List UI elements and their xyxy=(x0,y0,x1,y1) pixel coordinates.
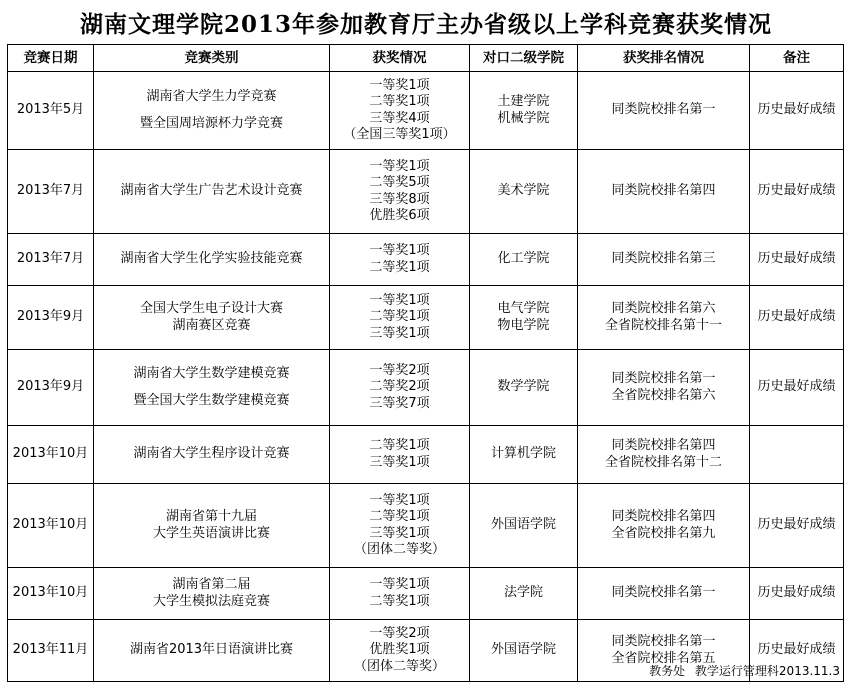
cell-awards xyxy=(330,484,470,568)
cell-ranking-line: 全省院校排名第九 xyxy=(611,525,716,541)
cell-date: 2013年11月 xyxy=(8,620,94,682)
cell-ranking-line: 同类院校排名第一 xyxy=(611,585,716,601)
cell-awards-line: 三等奖4项 xyxy=(369,110,430,126)
cell-college-line: 土建学院 xyxy=(497,94,550,109)
line-gap xyxy=(96,383,327,393)
cell-college-line: 计算机学院 xyxy=(490,446,556,462)
cell-ranking xyxy=(578,484,750,568)
cell-category-line: 暨全国周培源杯力学竞赛 xyxy=(139,115,283,131)
cell-date: 2013年5月 xyxy=(8,72,94,150)
header-row xyxy=(8,45,844,72)
cell-college-line: 美术学院 xyxy=(497,183,550,199)
cell-college xyxy=(470,620,578,682)
cell-college-line: 外国语学院 xyxy=(490,517,556,533)
cell-note: 历史最好成绩 xyxy=(750,620,844,682)
cell-awards-line: 二等奖1项 xyxy=(369,509,430,524)
cell-college-line: 化工学院 xyxy=(497,251,550,267)
cell-category-line: 湖南省大学生广告艺术设计竞赛 xyxy=(120,183,303,199)
cell-category xyxy=(94,350,330,426)
cell-category-line: 湖南省大学生数学建模竞赛 xyxy=(133,366,290,381)
cell-awards-line: 一等奖1项 xyxy=(369,243,430,258)
page-title: 湖南文理学院2013年参加教育厅主办省级以上学科竞赛获奖情况 xyxy=(79,10,772,38)
cell-date: 2013年9月 xyxy=(8,286,94,350)
cell-ranking-line: 同类院校排名第四 xyxy=(611,183,716,199)
cell-date: 2013年10月 xyxy=(8,484,94,568)
cell-note: 历史最好成绩 xyxy=(750,484,844,568)
cell-college-line: 机械学院 xyxy=(497,110,550,126)
cell-college xyxy=(470,150,578,234)
cell-ranking-line: 全省院校排名第十一 xyxy=(604,317,722,333)
cell-awards-line: 三等奖7项 xyxy=(369,395,430,411)
header-college: 对口二级学院 xyxy=(470,45,578,72)
cell-awards-line: 一等奖1项 xyxy=(369,492,430,508)
cell-ranking-line: 全省院校排名第六 xyxy=(611,387,716,403)
cell-awards-line: 一等奖2项 xyxy=(369,362,430,378)
cell-category xyxy=(94,286,330,350)
cell-note: 历史最好成绩 xyxy=(750,350,844,426)
footer-office: 教务处 xyxy=(649,664,686,678)
cell-awards xyxy=(330,150,470,234)
cell-awards-line: 优胜奖1项 xyxy=(369,642,430,658)
cell-category xyxy=(94,620,330,682)
cell-category-line: 湖南省第二届 xyxy=(172,577,251,592)
cell-category-line: 湖南省第十九届 xyxy=(165,509,257,524)
cell-college xyxy=(470,484,578,568)
cell-ranking-line: 同类院校排名第四 xyxy=(611,509,716,524)
cell-note: 历史最好成绩 xyxy=(750,150,844,234)
cell-date: 2013年7月 xyxy=(8,150,94,234)
cell-ranking xyxy=(578,350,750,426)
cell-ranking-line: 同类院校排名第一 xyxy=(611,102,716,118)
cell-ranking-line: 同类院校排名第六 xyxy=(611,301,716,316)
cell-awards-line: 二等奖1项 xyxy=(369,259,430,275)
awards-table xyxy=(7,44,844,682)
cell-awards-line: （团体二等奖） xyxy=(353,658,445,674)
cell-college-line: 电气学院 xyxy=(497,301,550,316)
cell-awards-line: 二等奖1项 xyxy=(369,94,430,109)
cell-ranking-line: 同类院校排名第一 xyxy=(611,634,716,649)
cell-awards-line: 二等奖2项 xyxy=(369,379,430,395)
cell-ranking xyxy=(578,150,750,234)
cell-college xyxy=(470,234,578,286)
cell-note: 历史最好成绩 xyxy=(750,286,844,350)
cell-date: 2013年10月 xyxy=(8,568,94,620)
cell-awards-line: 一等奖2项 xyxy=(369,625,430,641)
cell-awards xyxy=(330,350,470,426)
table-row xyxy=(8,426,844,484)
cell-awards-line: 二等奖1项 xyxy=(369,593,430,609)
header-note: 备注 xyxy=(750,45,844,72)
header-date: 竞赛日期 xyxy=(8,45,94,72)
cell-ranking-line: 全省院校排名第五 xyxy=(611,650,716,666)
cell-awards-line: 三等奖1项 xyxy=(369,454,430,470)
cell-awards-line: 三等奖1项 xyxy=(369,525,430,541)
line-gap xyxy=(96,106,327,116)
cell-awards-line: 一等奖1项 xyxy=(369,292,430,308)
cell-category xyxy=(94,150,330,234)
cell-awards-line: 一等奖1项 xyxy=(369,577,430,592)
cell-college xyxy=(470,350,578,426)
cell-awards xyxy=(330,426,470,484)
cell-awards-line: 二等奖5项 xyxy=(369,175,430,190)
cell-ranking xyxy=(578,568,750,620)
footer-dept: 教学运行管理科2013.11.3 xyxy=(694,664,840,678)
cell-date: 2013年7月 xyxy=(8,234,94,286)
cell-date: 2013年10月 xyxy=(8,426,94,484)
header-ranking: 获奖排名情况 xyxy=(578,45,750,72)
cell-awards-line: （团体二等奖） xyxy=(353,542,445,557)
cell-note: 历史最好成绩 xyxy=(750,568,844,620)
cell-ranking xyxy=(578,286,750,350)
cell-awards-line: 三等奖8项 xyxy=(369,191,430,207)
cell-category-line: 湖南省大学生程序设计竞赛 xyxy=(133,446,290,462)
cell-category-line: 大学生英语演讲比赛 xyxy=(152,525,270,541)
cell-college xyxy=(470,286,578,350)
cell-category-line: 全国大学生电子设计大赛 xyxy=(139,301,283,316)
cell-date: 2013年9月 xyxy=(8,350,94,426)
cell-ranking-line: 同类院校排名第一 xyxy=(611,371,716,386)
cell-awards-line: 一等奖1项 xyxy=(369,77,430,93)
cell-category xyxy=(94,234,330,286)
cell-ranking-line: 同类院校排名第三 xyxy=(611,251,716,267)
cell-college xyxy=(470,72,578,150)
cell-college-line: 数学学院 xyxy=(497,379,550,395)
cell-category xyxy=(94,72,330,150)
cell-ranking xyxy=(578,72,750,150)
cell-awards-line: 三等奖1项 xyxy=(369,325,430,341)
cell-awards-line: 二等奖1项 xyxy=(369,309,430,325)
cell-ranking xyxy=(578,426,750,484)
cell-category-line: 暨全国大学生数学建模竞赛 xyxy=(133,392,290,408)
cell-awards xyxy=(330,568,470,620)
table-row xyxy=(8,568,844,620)
table-row xyxy=(8,72,844,150)
cell-ranking-line: 同类院校排名第四 xyxy=(611,438,716,453)
header-category: 竞赛类别 xyxy=(94,45,330,72)
cell-awards xyxy=(330,286,470,350)
cell-category xyxy=(94,426,330,484)
cell-awards-line: 二等奖1项 xyxy=(369,438,430,453)
cell-category-line: 湖南省大学生化学实验技能竞赛 xyxy=(120,251,303,267)
cell-college-line: 外国语学院 xyxy=(490,642,556,658)
footer-signature xyxy=(649,662,840,679)
cell-awards xyxy=(330,620,470,682)
cell-category-line: 湖南赛区竞赛 xyxy=(172,317,251,333)
cell-category xyxy=(94,568,330,620)
cell-note: 历史最好成绩 xyxy=(750,234,844,286)
cell-college-line: 物电学院 xyxy=(497,317,550,333)
cell-awards xyxy=(330,72,470,150)
cell-college xyxy=(470,426,578,484)
table-row xyxy=(8,286,844,350)
cell-category-line: 湖南省2013年日语演讲比赛 xyxy=(129,642,294,658)
table-row xyxy=(8,234,844,286)
cell-category-line: 大学生模拟法庭竞赛 xyxy=(152,593,270,609)
cell-awards-line: 一等奖1项 xyxy=(369,158,430,174)
cell-note: 历史最好成绩 xyxy=(750,72,844,150)
cell-awards xyxy=(330,234,470,286)
cell-college xyxy=(470,568,578,620)
table-row xyxy=(8,150,844,234)
table-row xyxy=(8,484,844,568)
table-row xyxy=(8,350,844,426)
cell-college-line: 法学院 xyxy=(503,585,543,601)
cell-ranking-line: 全省院校排名第十二 xyxy=(604,454,722,470)
cell-note xyxy=(750,426,844,484)
cell-category xyxy=(94,484,330,568)
cell-awards-line: （全国三等奖1项） xyxy=(343,127,456,142)
cell-category-line: 湖南省大学生力学竞赛 xyxy=(146,89,277,104)
header-awards: 获奖情况 xyxy=(330,45,470,72)
cell-awards-line: 优胜奖6项 xyxy=(369,208,430,223)
cell-ranking xyxy=(578,234,750,286)
